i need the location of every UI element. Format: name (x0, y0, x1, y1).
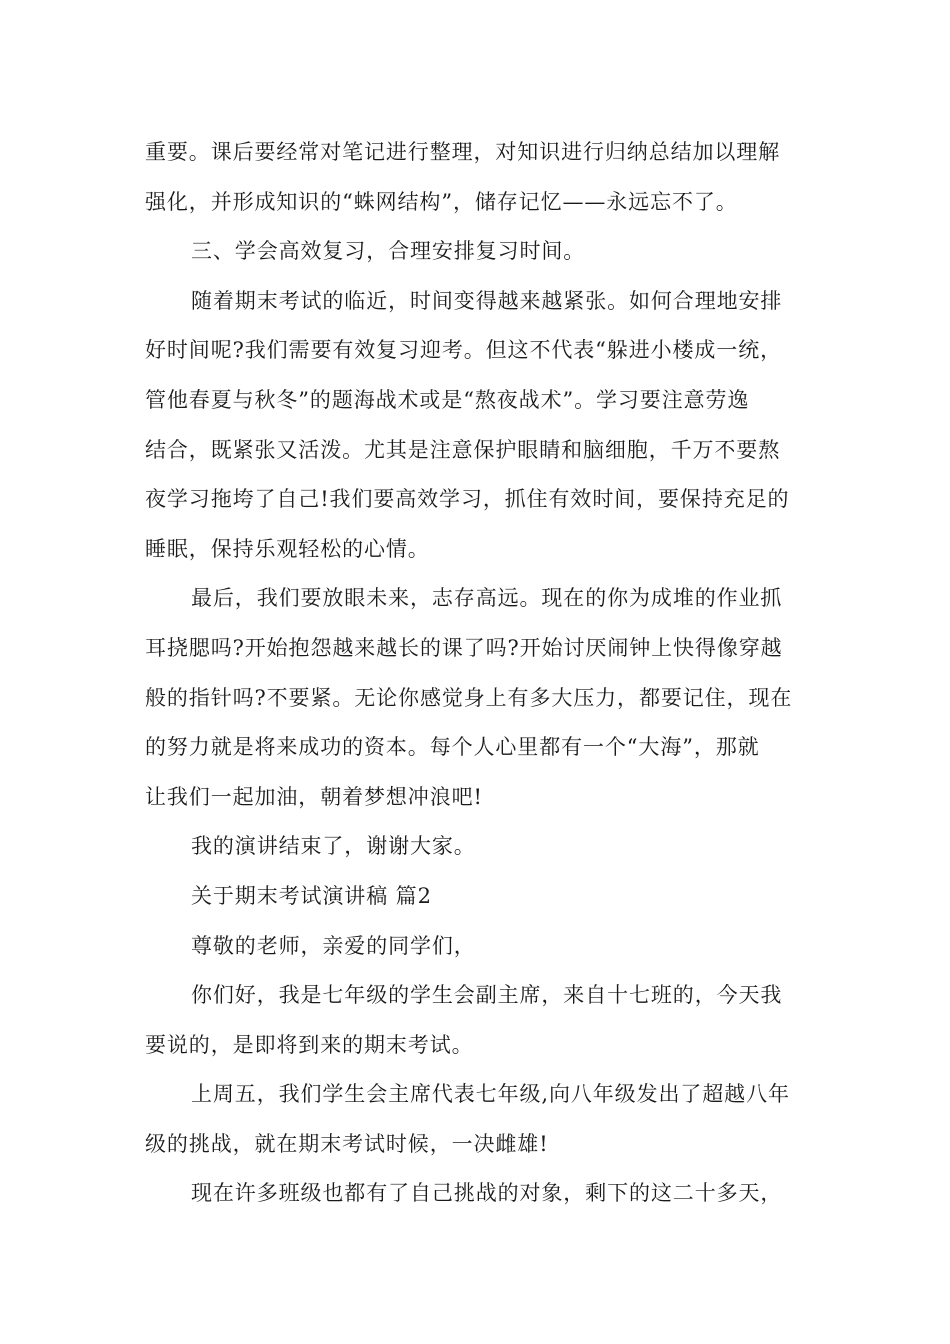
text-line: 上周五，我们学生会主席代表七年级,向八年级发出了超越八年 (191, 1082, 790, 1107)
text-line: 要说的，是即将到来的期末考试。 (145, 1032, 474, 1057)
text-line: 尊敬的老师，亲爱的同学们， (191, 933, 476, 958)
text-line: 我的演讲结束了，谢谢大家。 (191, 834, 476, 859)
paragraph (145, 872, 807, 922)
paragraph (145, 1070, 807, 1169)
paragraph (145, 922, 807, 972)
text-line: 的努力就是将来成功的资本。每个人心里都有一个“大海”，那就 (145, 735, 760, 760)
text-line: 睡眠，保持乐观轻松的心情。 (145, 536, 430, 561)
paragraph (145, 1169, 807, 1219)
text-line: 般的指针吗?不要紧。无论你感觉身上有多大压力，都要记住，现在 (145, 685, 793, 710)
paragraph (145, 277, 807, 575)
paragraph (145, 971, 807, 1070)
text-line: 最后，我们要放眼未来，志存高远。现在的你为成堆的作业抓 (191, 586, 783, 611)
document-body (145, 128, 807, 1219)
text-line: 关于期末考试演讲稿 篇2 (191, 883, 432, 908)
text-line: 随着期末考试的临近，时间变得越来越紧张。如何合理地安排 (191, 288, 783, 313)
text-line: 耳挠腮吗?开始抱怨越来越长的课了吗?开始讨厌闹钟上快得像穿越 (145, 635, 783, 660)
text-line: 好时间呢?我们需要有效复习迎考。但这不代表“躲进小楼成一统， (145, 338, 782, 363)
paragraph (145, 227, 807, 277)
text-line: 现在许多班级也都有了自己挑战的对象，剩下的这二十多天， (191, 1181, 783, 1206)
text-line: 级的挑战，就在期末考试时候，一决雌雄! (145, 1131, 549, 1156)
paragraph (145, 574, 807, 822)
text-line: 三、学会高效复习，合理安排复习时间。 (191, 239, 586, 264)
text-line: 夜学习拖垮了自己!我们要高效学习，抓住有效时间，要保持充足的 (145, 487, 790, 512)
paragraph (145, 822, 807, 872)
text-line: 重要。课后要经常对笔记进行整理，对知识进行归纳总结加以理解 (145, 140, 781, 164)
text-line: 你们好，我是七年级的学生会副主席，来自十七班的，今天我 (191, 983, 783, 1008)
text-line: 结合，既紧张又活泼。尤其是注意保护眼睛和脑细胞，千万不要熬 (145, 437, 781, 462)
text-line: 强化，并形成知识的“蛛网结构”，储存记忆——永远忘不了。 (145, 189, 738, 214)
text-line: 让我们一起加油，朝着梦想冲浪吧! (145, 784, 483, 809)
text-line: 管他春夏与秋冬”的题海战术或是“熬夜战术”。学习要注意劳逸 (145, 387, 750, 412)
paragraph (145, 128, 807, 227)
